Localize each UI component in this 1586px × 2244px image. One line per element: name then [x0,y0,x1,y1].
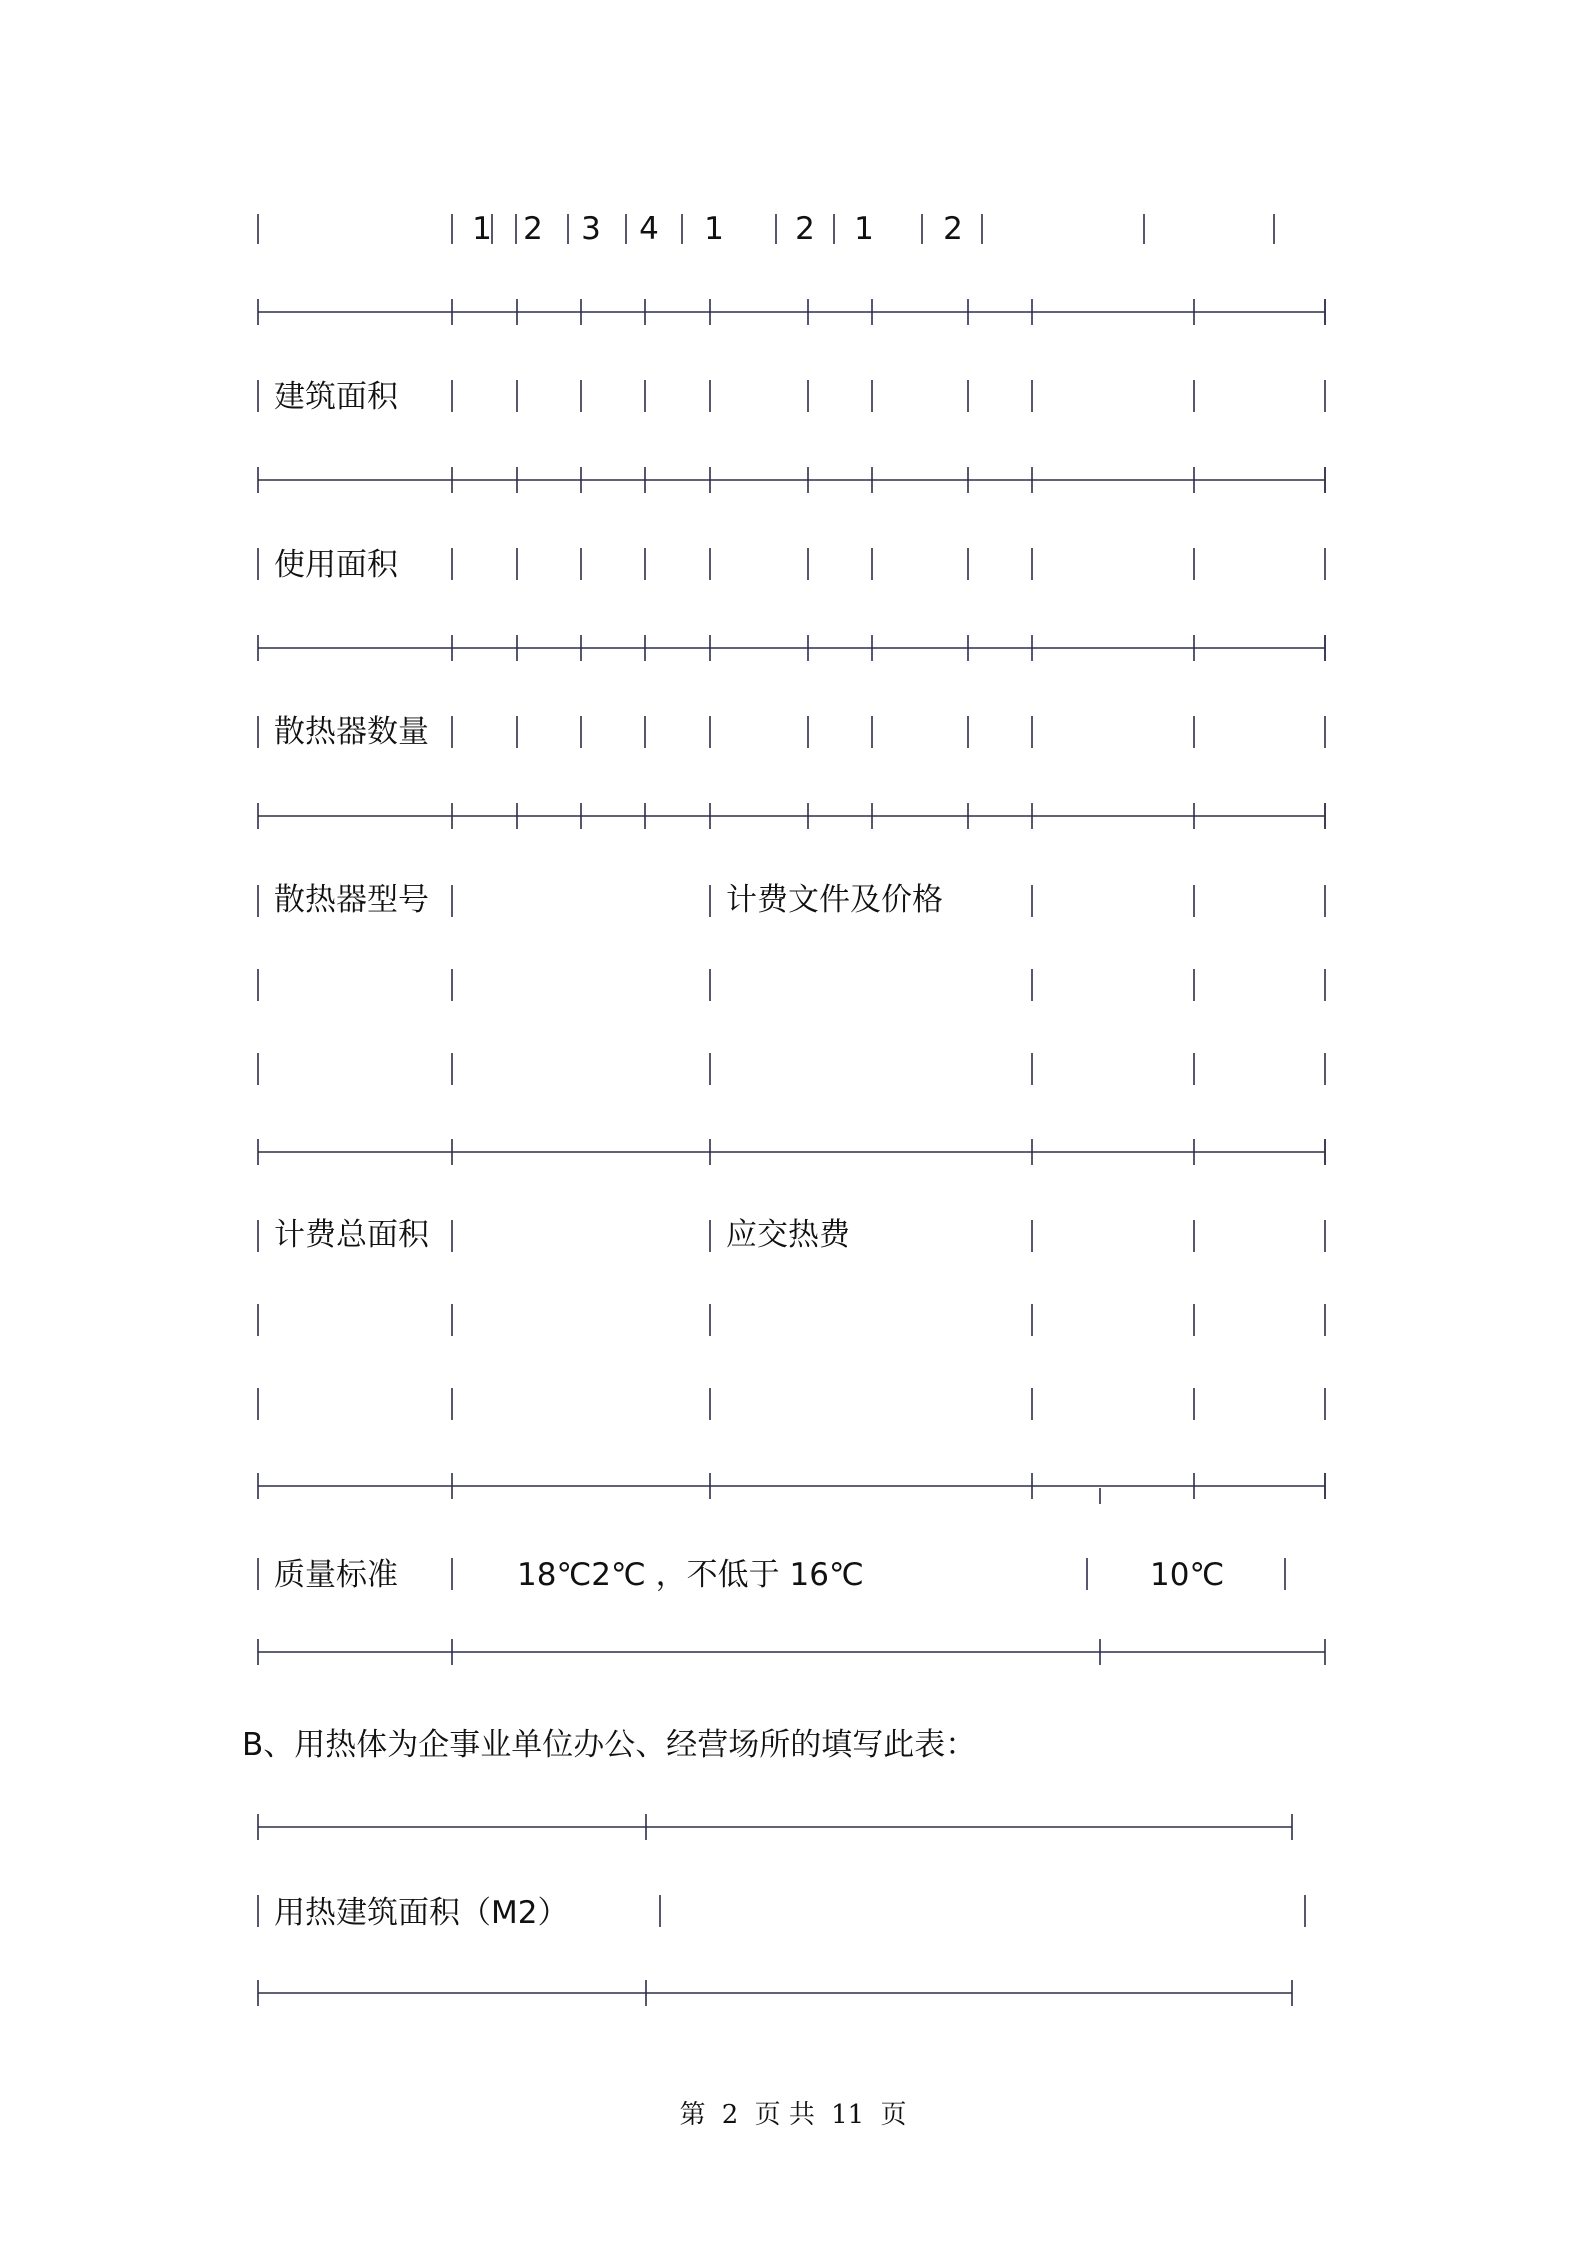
row-label-usable-area: 使用面积 [274,547,398,583]
cell-label-heating-fee-due: 应交热费 [726,1217,850,1253]
row-label-quality-standard: 质量标准 [274,1557,398,1593]
header-number: 2 [943,211,963,247]
quality-standard-min: 10℃ [1150,1557,1225,1593]
cell-label-billing-file-price: 计费文件及价格 [726,882,943,918]
row-label-total-billing-area: 计费总面积 [274,1217,429,1253]
header-number: 1 [854,211,874,247]
row-label-building-area: 建筑面积 [274,379,398,415]
footer-suffix: 页 [880,2100,907,2130]
header-number: 1 [704,211,724,247]
quality-standard-value: 18℃2℃ ，不低于 16℃ [517,1557,864,1593]
footer-prefix: 第 [679,2100,706,2130]
footer-middle: 页 共 [754,2100,815,2130]
row-label-radiator-count: 散热器数量 [274,714,429,750]
row-label-radiator-model: 散热器型号 [274,882,429,918]
footer-total-pages: 11 [831,2100,865,2130]
header-number: 4 [639,211,659,247]
section-b-title: B、用热体为企事业单位办公、经营场所的填写此表： [242,1727,977,1763]
header-number: 3 [581,211,601,247]
page-footer [0,2094,1586,2131]
header-number: 2 [523,211,543,247]
row-label-heated-building-area: 用热建筑面积（M2） [274,1895,569,1931]
header-number: 2 [795,211,815,247]
footer-page-number: 2 [721,2100,739,2130]
header-number: 1 [472,211,492,247]
